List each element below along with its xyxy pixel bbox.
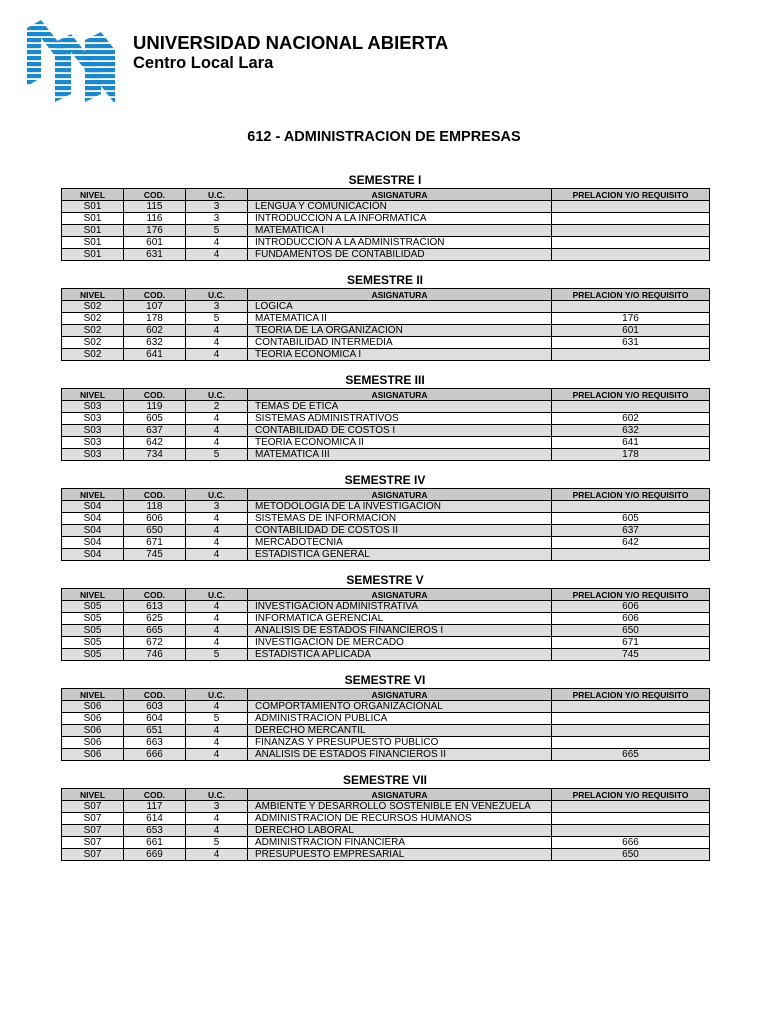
table-cell: S06 (62, 725, 124, 737)
table-cell: 653 (124, 825, 186, 837)
table-cell: 4 (186, 349, 248, 361)
table-cell: 5 (186, 713, 248, 725)
table-cell (552, 201, 710, 213)
table-cell: 4 (186, 749, 248, 761)
table-cell (552, 213, 710, 225)
table-cell: 604 (124, 713, 186, 725)
table-row (62, 637, 710, 649)
table-cell (552, 801, 710, 813)
column-header: U.C. (186, 789, 248, 801)
table-cell: 4 (186, 525, 248, 537)
semester-block (61, 372, 709, 472)
table-cell: 4 (186, 825, 248, 837)
table-cell: S06 (62, 713, 124, 725)
table-cell: 666 (552, 837, 710, 849)
table-cell: 4 (186, 425, 248, 437)
column-header: PRELACION Y/O REQUISITO (552, 489, 710, 501)
table-cell: 178 (124, 313, 186, 325)
table-cell: 745 (552, 649, 710, 661)
column-header: U.C. (186, 389, 248, 401)
table-cell: CONTABILIDAD DE COSTOS II (248, 525, 552, 537)
table-cell: 606 (552, 613, 710, 625)
semester-title: SEMESTRE IV (344, 473, 426, 487)
table-cell: FUNDAMENTOS DE CONTABILIDAD (248, 249, 552, 261)
table-cell: 642 (124, 437, 186, 449)
table-cell (552, 225, 710, 237)
table-cell: S07 (62, 825, 124, 837)
table-cell: 650 (552, 625, 710, 637)
table-cell: ESTADISTICA APLICADA (248, 649, 552, 661)
table-cell: 637 (124, 425, 186, 437)
table-cell: 602 (124, 325, 186, 337)
column-header: ASIGNATURA (248, 489, 552, 501)
table-cell: 178 (552, 449, 710, 461)
table-row (62, 837, 710, 849)
table-row (62, 801, 710, 813)
semester-title: SEMESTRE III (345, 373, 425, 387)
table-cell: S03 (62, 401, 124, 413)
table-cell (552, 813, 710, 825)
table-cell: S04 (62, 549, 124, 561)
column-header: COD. (124, 189, 186, 201)
table-cell: S04 (62, 501, 124, 513)
column-header: NIVEL (62, 589, 124, 601)
table-cell: 631 (552, 337, 710, 349)
table-row (62, 501, 710, 513)
table-cell: CONTABILIDAD DE COSTOS I (248, 425, 552, 437)
table-cell (552, 501, 710, 513)
table-row (62, 201, 710, 213)
table-cell: 641 (124, 349, 186, 361)
table-cell (552, 237, 710, 249)
semester-block (61, 572, 709, 672)
column-header: ASIGNATURA (248, 189, 552, 201)
table-cell: LOGICA (248, 301, 552, 313)
table-row (62, 401, 710, 413)
table-cell (552, 713, 710, 725)
table-row (62, 649, 710, 661)
table-cell: 4 (186, 813, 248, 825)
table-row (62, 449, 710, 461)
table-cell: 4 (186, 849, 248, 861)
column-header: PRELACION Y/O REQUISITO (552, 389, 710, 401)
table-cell: 4 (186, 513, 248, 525)
table-cell: S01 (62, 201, 124, 213)
table-cell: 4 (186, 701, 248, 713)
table-cell: S02 (62, 313, 124, 325)
table-cell: 4 (186, 237, 248, 249)
column-header: NIVEL (62, 689, 124, 701)
table-cell: 601 (124, 237, 186, 249)
table-cell: S04 (62, 537, 124, 549)
table-cell: 734 (124, 449, 186, 461)
table-cell: MERCADOTECNIA (248, 537, 552, 549)
table-cell: 665 (124, 625, 186, 637)
table-cell: ADMINISTRACION PUBLICA (248, 713, 552, 725)
table-cell: LENGUA Y COMUNICACION (248, 201, 552, 213)
table-cell: 176 (552, 313, 710, 325)
table-cell: 669 (124, 849, 186, 861)
table-cell: 642 (552, 537, 710, 549)
table-cell: 3 (186, 213, 248, 225)
semester-title: SEMESTRE VI (344, 673, 426, 687)
table-row (62, 537, 710, 549)
table-cell: METODOLOGIA DE LA INVESTIGACION (248, 501, 552, 513)
column-header: PRELACION Y/O REQUISITO (552, 289, 710, 301)
table-cell: INFORMATICA GERENCIAL (248, 613, 552, 625)
semester-block (61, 272, 709, 372)
semester-title: SEMESTRE I (348, 173, 422, 187)
table-cell: S01 (62, 237, 124, 249)
course-table (61, 188, 710, 261)
column-header: NIVEL (62, 789, 124, 801)
table-cell: 118 (124, 501, 186, 513)
table-cell: 4 (186, 537, 248, 549)
table-cell: S07 (62, 813, 124, 825)
table-cell: SISTEMAS ADMINISTRATIVOS (248, 413, 552, 425)
table-cell: 4 (186, 249, 248, 261)
table-cell: 601 (552, 325, 710, 337)
table-cell: 602 (552, 413, 710, 425)
table-cell: AMBIENTE Y DESARROLLO SOSTENIBLE EN VENEZUELA (248, 801, 552, 813)
table-row (62, 313, 710, 325)
table-row (62, 237, 710, 249)
table-cell: 614 (124, 813, 186, 825)
table-row (62, 249, 710, 261)
column-header: PRELACION Y/O REQUISITO (552, 789, 710, 801)
column-header: COD. (124, 689, 186, 701)
table-cell: 4 (186, 625, 248, 637)
table-cell: 666 (124, 749, 186, 761)
table-cell: S04 (62, 525, 124, 537)
course-table (61, 288, 710, 361)
column-header: ASIGNATURA (248, 589, 552, 601)
table-cell: 4 (186, 613, 248, 625)
table-cell: 3 (186, 201, 248, 213)
column-header: PRELACION Y/O REQUISITO (552, 589, 710, 601)
column-header: COD. (124, 489, 186, 501)
table-cell: DERECHO MERCANTIL (248, 725, 552, 737)
table-row (62, 513, 710, 525)
table-cell (552, 249, 710, 261)
table-row (62, 613, 710, 625)
table-cell: 637 (552, 525, 710, 537)
una-logo-icon (25, 20, 117, 104)
column-header: NIVEL (62, 389, 124, 401)
table-cell: TEORIA ECONOMICA I (248, 349, 552, 361)
course-table (61, 388, 710, 461)
table-row (62, 337, 710, 349)
column-header: COD. (124, 589, 186, 601)
table-cell: INTRODUCCION A LA INFORMATICA (248, 213, 552, 225)
column-header: U.C. (186, 189, 248, 201)
course-table (61, 788, 710, 861)
table-cell (552, 549, 710, 561)
table-cell: 605 (552, 513, 710, 525)
table-row (62, 713, 710, 725)
table-cell: 5 (186, 225, 248, 237)
table-cell: 603 (124, 701, 186, 713)
table-cell: 745 (124, 549, 186, 561)
semester-list (61, 172, 709, 872)
table-row (62, 725, 710, 737)
table-cell: ESTADISTICA GENERAL (248, 549, 552, 561)
table-cell: S06 (62, 749, 124, 761)
column-header: NIVEL (62, 189, 124, 201)
table-cell: ADMINISTRACION DE RECURSOS HUMANOS (248, 813, 552, 825)
table-cell: 4 (186, 337, 248, 349)
table-row (62, 525, 710, 537)
table-cell (552, 725, 710, 737)
table-cell: 632 (552, 425, 710, 437)
table-cell: 641 (552, 437, 710, 449)
table-row (62, 213, 710, 225)
table-row (62, 425, 710, 437)
table-cell: S07 (62, 801, 124, 813)
table-cell: INVESTIGACION DE MERCADO (248, 637, 552, 649)
column-header: ASIGNATURA (248, 289, 552, 301)
semester-title: SEMESTRE II (346, 273, 423, 287)
table-cell: 661 (124, 837, 186, 849)
table-cell: S07 (62, 837, 124, 849)
table-cell: S01 (62, 225, 124, 237)
table-cell: INTRODUCCION A LA ADMINISTRACION (248, 237, 552, 249)
table-cell: 632 (124, 337, 186, 349)
table-cell (552, 401, 710, 413)
table-cell: S01 (62, 249, 124, 261)
table-cell: 3 (186, 501, 248, 513)
table-cell: 4 (186, 601, 248, 613)
table-row (62, 749, 710, 761)
table-cell: 671 (124, 537, 186, 549)
table-cell: S03 (62, 437, 124, 449)
table-cell: S01 (62, 213, 124, 225)
table-row (62, 349, 710, 361)
table-cell: 665 (552, 749, 710, 761)
table-row (62, 301, 710, 313)
table-cell: PRESUPUESTO EMPRESARIAL (248, 849, 552, 861)
table-cell: 4 (186, 413, 248, 425)
table-cell: 650 (552, 849, 710, 861)
course-table (61, 688, 710, 761)
table-cell: 4 (186, 549, 248, 561)
table-row (62, 413, 710, 425)
column-header: COD. (124, 289, 186, 301)
table-cell: S02 (62, 337, 124, 349)
column-header: ASIGNATURA (248, 689, 552, 701)
table-row (62, 825, 710, 837)
table-cell: 605 (124, 413, 186, 425)
table-cell: CONTABILIDAD INTERMEDIA (248, 337, 552, 349)
table-cell: MATEMATICA I (248, 225, 552, 237)
table-row (62, 701, 710, 713)
table-cell: 613 (124, 601, 186, 613)
table-row (62, 437, 710, 449)
table-row (62, 601, 710, 613)
table-cell (552, 825, 710, 837)
table-cell: DERECHO LABORAL (248, 825, 552, 837)
column-header: U.C. (186, 489, 248, 501)
table-cell: 119 (124, 401, 186, 413)
table-row (62, 325, 710, 337)
table-cell: COMPORTAMIENTO ORGANIZACIONAL (248, 701, 552, 713)
course-table (61, 488, 710, 561)
table-cell (552, 349, 710, 361)
table-cell: S02 (62, 325, 124, 337)
table-cell: S05 (62, 613, 124, 625)
table-cell: 5 (186, 649, 248, 661)
table-cell: SISTEMAS DE INFORMACION (248, 513, 552, 525)
table-cell: 5 (186, 837, 248, 849)
table-cell: S06 (62, 701, 124, 713)
table-cell: 3 (186, 301, 248, 313)
table-cell: MATEMATICA II (248, 313, 552, 325)
semester-title: SEMESTRE VII (342, 773, 428, 787)
table-cell (552, 737, 710, 749)
course-table (61, 588, 710, 661)
table-cell: 746 (124, 649, 186, 661)
column-header: COD. (124, 389, 186, 401)
table-cell: S05 (62, 649, 124, 661)
table-cell: ANALISIS DE ESTADOS FINANCIEROS I (248, 625, 552, 637)
table-cell: S02 (62, 301, 124, 313)
table-cell: S03 (62, 449, 124, 461)
table-row (62, 625, 710, 637)
table-cell: 672 (124, 637, 186, 649)
column-header: ASIGNATURA (248, 789, 552, 801)
semester-block (61, 772, 709, 872)
table-cell: 4 (186, 325, 248, 337)
table-cell: 116 (124, 213, 186, 225)
column-header: NIVEL (62, 489, 124, 501)
column-header: PRELACION Y/O REQUISITO (552, 189, 710, 201)
column-header: NIVEL (62, 289, 124, 301)
table-cell: MATEMATICA III (248, 449, 552, 461)
table-cell: 117 (124, 801, 186, 813)
table-cell: 606 (552, 601, 710, 613)
column-header: U.C. (186, 689, 248, 701)
table-cell: 115 (124, 201, 186, 213)
table-cell: 606 (124, 513, 186, 525)
table-cell: S02 (62, 349, 124, 361)
table-cell: S05 (62, 637, 124, 649)
table-cell: 4 (186, 437, 248, 449)
table-cell: 107 (124, 301, 186, 313)
table-row (62, 737, 710, 749)
table-row (62, 549, 710, 561)
table-cell (552, 301, 710, 313)
table-cell: 663 (124, 737, 186, 749)
table-cell: 176 (124, 225, 186, 237)
table-cell: 3 (186, 801, 248, 813)
table-cell: ANALISIS DE ESTADOS FINANCIEROS II (248, 749, 552, 761)
table-cell: S07 (62, 849, 124, 861)
semester-block (61, 172, 709, 272)
column-header: ASIGNATURA (248, 389, 552, 401)
table-cell: 650 (124, 525, 186, 537)
table-cell: INVESTIGACION ADMINISTRATIVA (248, 601, 552, 613)
table-cell: 625 (124, 613, 186, 625)
column-header: PRELACION Y/O REQUISITO (552, 689, 710, 701)
table-cell: 4 (186, 737, 248, 749)
table-cell: TEORIA DE LA ORGANIZACION (248, 325, 552, 337)
table-cell (552, 701, 710, 713)
university-name: UNIVERSIDAD NACIONAL ABIERTA (133, 32, 449, 53)
table-cell: TEMAS DE ETICA (248, 401, 552, 413)
table-row (62, 849, 710, 861)
table-cell: 671 (552, 637, 710, 649)
table-cell: ADMINISTRACION FINANCIERA (248, 837, 552, 849)
table-cell: S05 (62, 601, 124, 613)
column-header: U.C. (186, 589, 248, 601)
table-cell: 651 (124, 725, 186, 737)
table-cell: S03 (62, 425, 124, 437)
table-cell: S05 (62, 625, 124, 637)
column-header: COD. (124, 789, 186, 801)
table-cell: 2 (186, 401, 248, 413)
table-cell: FINANZAS Y PRESUPUESTO PUBLICO (248, 737, 552, 749)
center-name: Centro Local Lara (133, 54, 274, 72)
semester-title: SEMESTRE V (346, 573, 424, 587)
table-row (62, 225, 710, 237)
table-cell: 4 (186, 725, 248, 737)
table-row (62, 813, 710, 825)
table-cell: 5 (186, 313, 248, 325)
table-cell: S06 (62, 737, 124, 749)
table-cell: 5 (186, 449, 248, 461)
table-cell: S03 (62, 413, 124, 425)
semester-block (61, 472, 709, 572)
table-cell: S04 (62, 513, 124, 525)
page-title: 612 - ADMINISTRACION DE EMPRESAS (247, 129, 521, 145)
table-cell: TEORIA ECONOMICA II (248, 437, 552, 449)
column-header: U.C. (186, 289, 248, 301)
table-cell: 631 (124, 249, 186, 261)
table-cell: 4 (186, 637, 248, 649)
university-logo (25, 20, 117, 109)
semester-block (61, 672, 709, 772)
